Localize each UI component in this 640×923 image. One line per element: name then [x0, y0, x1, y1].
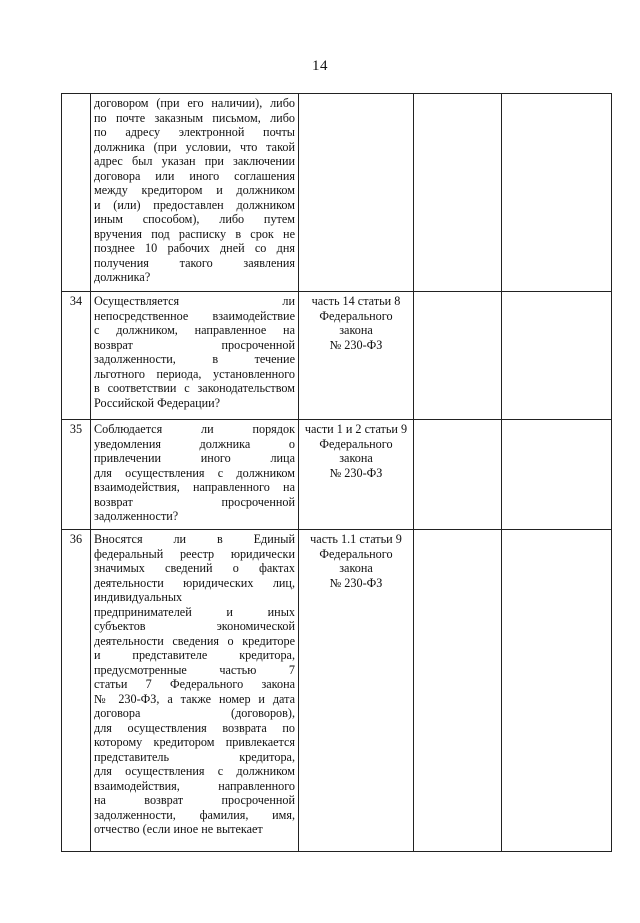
question-line: № 230-ФЗ, а также номер и дата [94, 691, 295, 706]
question-line: получения такого заявления [94, 255, 295, 270]
question-line: задолженности? [94, 509, 179, 523]
question-text [91, 420, 299, 530]
question-line: предпринимателей и иных [94, 604, 295, 619]
question-line: в соответствии с законодательством [94, 381, 295, 395]
table-row [62, 292, 612, 420]
question-line: деятельности юридических лиц, [94, 575, 295, 590]
legal-basis-line: закона [339, 323, 373, 337]
question-line: для осуществления возврата по [94, 720, 295, 735]
question-line: статьи 7 Федерального закона [94, 677, 295, 691]
question-line: и (или) предоставлен должником [94, 197, 295, 212]
question-line: договора или иного соглашения [94, 168, 295, 183]
question-line: Осуществляется ли [94, 294, 295, 308]
legal-basis-line: № 230-ФЗ [329, 575, 383, 590]
row-number: 34 [62, 292, 91, 420]
question-line: для осуществления с должником [94, 465, 295, 480]
question-line: которому кредитором привлекается [94, 735, 295, 749]
note-cell [502, 292, 612, 420]
question-line: льготного периода, установленного [94, 366, 295, 381]
legal-basis-line: Федерального [319, 308, 393, 323]
legal-basis [299, 420, 414, 530]
question-line: позднее 10 рабочих дней со дня [94, 241, 295, 255]
question-line: для осуществления с должником [94, 764, 295, 778]
question-text [91, 94, 299, 292]
question-line: задолженности, фамилия, имя, [94, 807, 295, 822]
question-text [91, 292, 299, 420]
legal-basis-line: части 1 и 2 статьи 9 [304, 422, 408, 436]
question-line: предусмотренные частью 7 [94, 662, 295, 677]
row-number [62, 94, 91, 292]
question-line: индивидуальных [94, 590, 183, 604]
question-line: вручения под расписку в срок не [94, 226, 295, 241]
question-line: значимых сведений о фактах [94, 561, 295, 575]
answer-cell [414, 420, 502, 530]
question-line: уведомления должника о [94, 436, 295, 451]
legal-basis-line: Федерального [319, 546, 393, 561]
question-line: на возврат просроченной [94, 793, 295, 807]
question-line: возврат просроченной [94, 337, 295, 352]
question-line: иным способом), либо путем [94, 212, 295, 226]
note-cell [502, 94, 612, 292]
note-cell [502, 420, 612, 530]
question-line: взаимодействия, направленного [94, 778, 295, 793]
note-cell [502, 530, 612, 852]
answer-cell [414, 530, 502, 852]
legal-basis [299, 292, 414, 420]
question-line: деятельности сведения о кредиторе [94, 633, 295, 648]
question-line: и представителе кредитора, [94, 648, 295, 662]
question-line: отчество (если иное не вытекает [94, 822, 263, 836]
question-line: по почте заказным письмом, либо [94, 110, 295, 125]
question-line: должника? [94, 270, 151, 284]
question-line: Вносятся ли в Единый [94, 532, 295, 546]
page-number: 14 [312, 58, 328, 74]
question-line: должника (при условии, что такой [94, 139, 295, 154]
question-line: договора (договоров), [94, 706, 295, 720]
question-line: субъектов экономической [94, 619, 295, 633]
table-row [62, 94, 612, 292]
question-line: привлечении иного лица [94, 451, 295, 465]
legal-basis-line: часть 14 статьи 8 [311, 294, 401, 308]
legal-basis-line: № 230-ФЗ [329, 337, 383, 352]
table-row [62, 420, 612, 530]
question-line: представитель кредитора, [94, 749, 295, 764]
checklist-table [61, 93, 612, 852]
question-line: адрес был указан при заключении [94, 154, 295, 168]
question-line: между кредитором и должником [94, 183, 295, 197]
table-row [62, 530, 612, 852]
question-line: возврат просроченной [94, 494, 295, 509]
question-line: непосредственное взаимодействие [94, 308, 295, 323]
question-line: Российской Федерации? [94, 395, 221, 410]
legal-basis [299, 94, 414, 292]
legal-basis-line: Федерального [319, 436, 393, 451]
question-line: задолженности, в течение [94, 352, 295, 366]
question-line: по адресу электронной почты [94, 125, 295, 139]
question-line: договором (при его наличии), либо [94, 96, 295, 110]
legal-basis-line: часть 1.1 статьи 9 [310, 532, 402, 546]
answer-cell [414, 292, 502, 420]
answer-cell [414, 94, 502, 292]
question-line: с должником, направленное на [94, 323, 295, 337]
row-number: 35 [62, 420, 91, 530]
legal-basis [299, 530, 414, 852]
question-line: федеральный реестр юридически [94, 546, 295, 561]
legal-basis-line: № 230-ФЗ [329, 465, 383, 480]
question-line: взаимодействия, направленного на [94, 480, 295, 494]
row-number: 36 [62, 530, 91, 852]
legal-basis-line: закона [339, 451, 373, 465]
question-text [91, 530, 299, 852]
legal-basis-line: закона [339, 561, 373, 575]
question-line: Соблюдается ли порядок [94, 422, 295, 436]
